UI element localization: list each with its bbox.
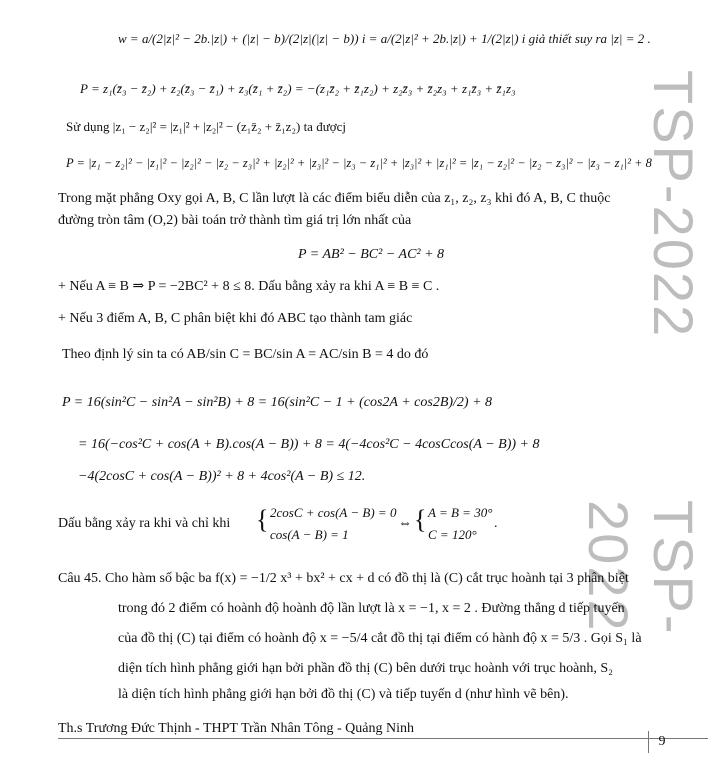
watermark-bottom: TSP-2022: [577, 500, 705, 636]
system-1-eq-b: cos(A − B) = 1: [270, 527, 349, 542]
question-45-line-2: trong đó 2 điểm có hoành độ hoành độ lần lượt là x = −1, x = 2 . Đường thẳng d tiếp tuyến: [118, 601, 625, 616]
question-45-line-4: diện tích hình phẳng giới hạn bởi phần đồ thị (C) bên dưới trục hoành với trục hoành, S₂: [118, 661, 614, 676]
line-plane-1: Trong mặt phẳng Oxy gọi A, B, C lần lượt là các điểm biểu diễn của z₁, z₂, z₃ khi đó A, B, C thuộc: [58, 191, 611, 206]
line-p-conjugate: P = z₁(z̄₃ − z̄₂) + z₂(z̄₃ − z̄₁) + z₃(z̄₁ + z̄₂) = −(z₁z̄₂ + z̄₁z₂) + z₂z̄₃ + z̄₂z₃ + z₁z̄₃ + z̄₁z₃: [80, 81, 516, 96]
line-equality: Dấu bằng xảy ra khi và chỉ khi: [58, 516, 231, 531]
footer-divider: [58, 738, 708, 739]
line-plane-2: đường tròn tâm (O,2) bài toán trở thành tìm giá trị lớn nhất của: [58, 213, 412, 228]
question-45-line-5: là diện tích hình phẳng giới hạn bởi đồ thị (C) và tiếp tuyến d (như hình vẽ bên).: [118, 687, 569, 702]
line-sine-law: Theo định lý sin ta có AB/sin C = BC/sin A = AC/sin B = 4 do đó: [62, 347, 429, 362]
brace-left-1: {: [256, 505, 269, 534]
line-use-identity: Sử dụng |z₁ − z₂|² = |z₁|² + |z₂|² − (z₁z̄₂ + z̄₁z₂) ta đượcj: [66, 119, 347, 134]
page-number: 9: [648, 731, 675, 753]
system-period: .: [494, 516, 498, 531]
watermark-top: TSP-2022: [642, 70, 705, 339]
system-2-eq-a: A = B = 30°: [428, 505, 493, 520]
brace-left-2: {: [414, 505, 427, 534]
line-p-cos-2: −4(2cosC + cos(A − B))² + 8 + 4cos²(A − B) ≤ 12.: [78, 469, 366, 484]
line-p-cos-1: = 16(−cos²C + cos(A + B).cos(A − B)) + 8 = 4(−4cos²C − 4cosCcos(A − B)) + 8: [78, 437, 540, 452]
system-1-eq-a: 2cosC + cos(A − B) = 0: [270, 505, 397, 520]
footer-author: Th.s Trương Đức Thịnh - THPT Trần Nhân Tông - Quảng Ninh: [58, 721, 415, 736]
system-2-eq-b: C = 120°: [428, 527, 477, 542]
line-case-2: + Nếu 3 điểm A, B, C phân biệt khi đó ABC tạo thành tam giác: [58, 311, 413, 326]
line-w-formula: w = a/(2|z|² − 2b.|z|) + (|z| − b)/(2|z|(|z| − b)) i = a/(2|z|² + 2b.|z|) + 1/(2|z|) i giả thiết suy ra |z| = 2 .: [118, 31, 651, 46]
question-45-line-3: của đồ thị (C) tại điểm có hoành độ x = −5/4 cắt đồ thị tại điểm có hành độ x = 5/3 . Gọi S₁ là: [118, 631, 642, 646]
line-p-ab: P = AB² − BC² − AC² + 8: [298, 247, 445, 262]
line-case-1: + Nếu A ≡ B ⇒ P = −2BC² + 8 ≤ 8. Dấu bằng xảy ra khi A ≡ B ≡ C .: [58, 279, 440, 294]
equivalence-sign: ⇔: [398, 516, 412, 531]
line-p-modulus: P = |z₁ − z₂|² − |z₁|² − |z₂|² − |z₂ − z₃|² + |z₂|² + |z₃|² − |z₃ − z₁|² + |z₃|² + |z₁|² = |z₁ − z₂|² − |z₂ − z₃|² − |z₃ − z₁|² + 8: [66, 156, 652, 170]
line-p-sin: P = 16(sin²C − sin²A − sin²B) + 8 = 16(sin²C − 1 + (cos2A + cos2B)/2) + 8: [62, 395, 493, 410]
question-45-line-1: Câu 45. Cho hàm số bậc ba f(x) = −1/2 x³ + bx² + cx + d có đồ thị là (C) cắt trục hoành tại 3 phân biệt: [58, 571, 629, 586]
